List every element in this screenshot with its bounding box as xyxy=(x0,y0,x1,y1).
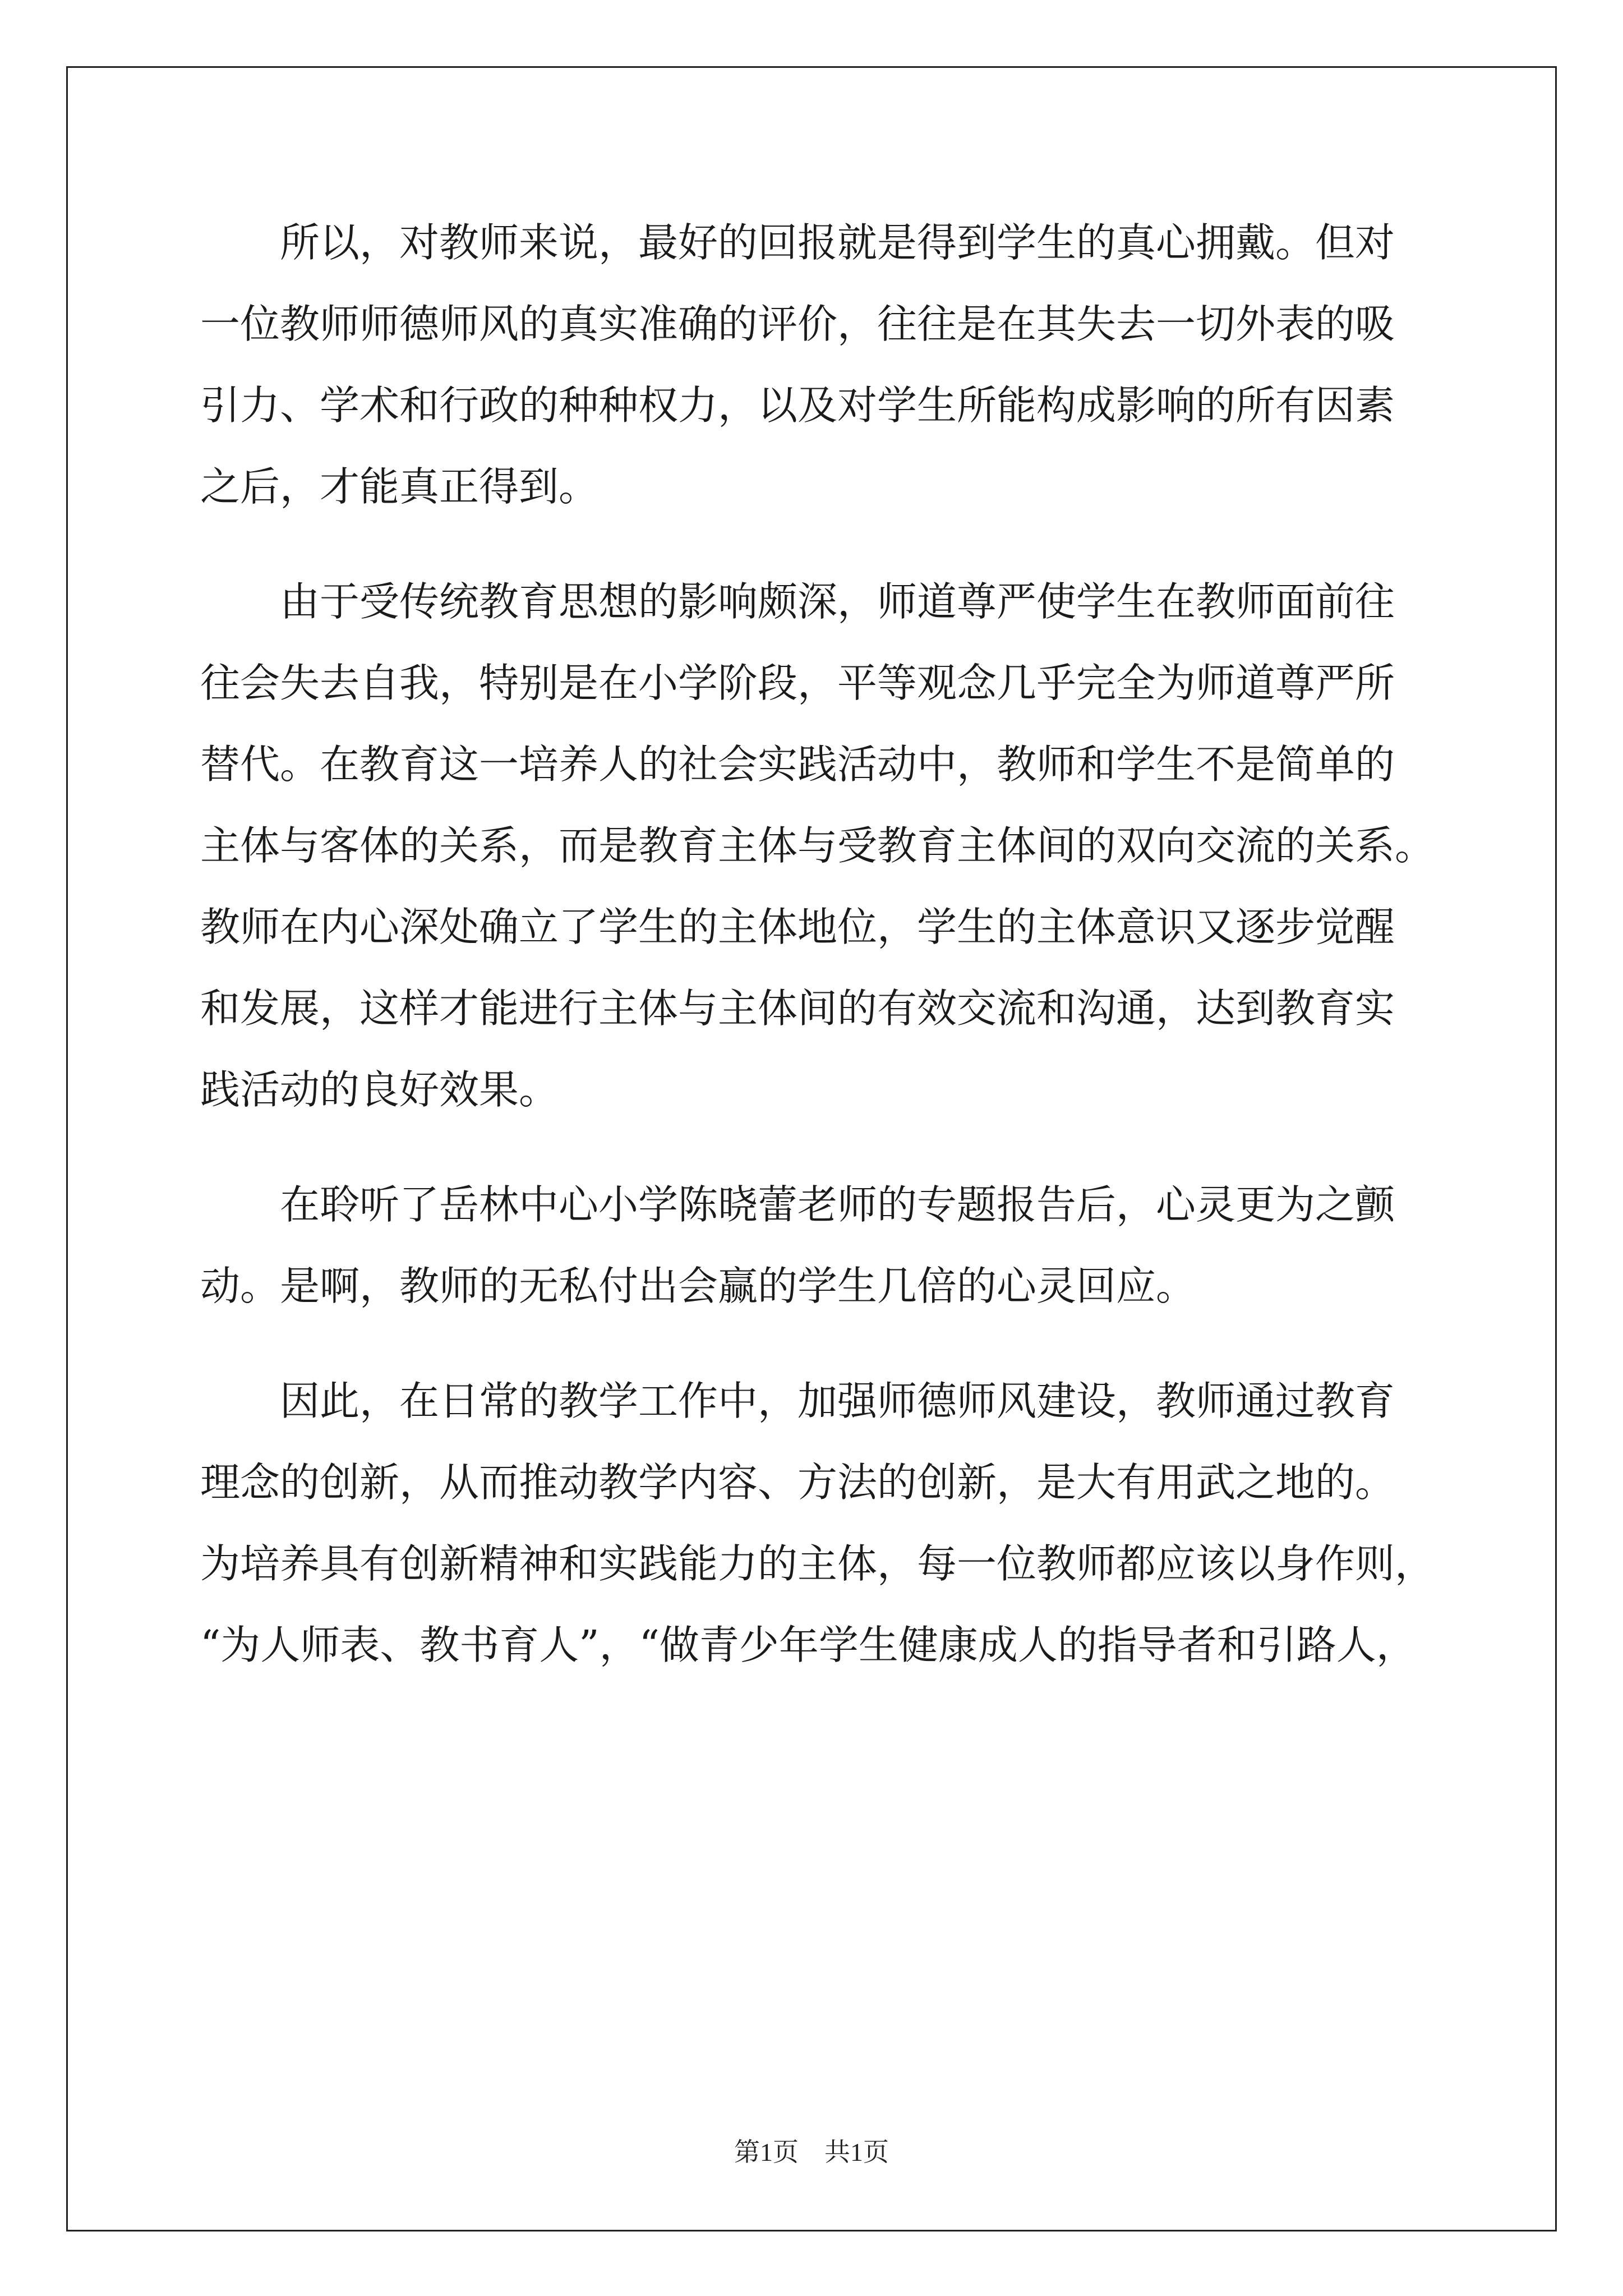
paragraph-2 xyxy=(200,561,1456,1130)
text-line: 由于受传统教育思想的影响颇深，师道尊严使学生在教师面前往 xyxy=(280,578,1395,625)
text-line: 往会失去自我，特别是在小学阶段，平等观念几乎完全为师道尊严所 xyxy=(200,660,1395,706)
text-line: 动。是啊，教师的无私付出会赢的学生几倍的心灵回应。 xyxy=(200,1263,1196,1309)
text-line: “为人师表、教书育人”，“做青少年学生健康成人的指导者和引路人， xyxy=(200,1622,1416,1668)
text-line: 在聆听了岳林中心小学陈晓蕾老师的专题报告后，心灵更为之颤 xyxy=(280,1181,1395,1228)
paragraph-1 xyxy=(200,202,1456,527)
text-line: 所以，对教师来说，最好的回报就是得到学生的真心拥戴。但对 xyxy=(280,219,1395,266)
page-footer xyxy=(0,2132,1623,2169)
paragraph-4 xyxy=(200,1360,1456,1686)
text-line: 替代。在教育这一培养人的社会实践活动中，教师和学生不是简单的 xyxy=(200,741,1395,788)
text-line: 引力、学术和行政的种种权力，以及对学生所能构成影响的所有因素 xyxy=(200,382,1395,429)
page-number-label: 第1页 共1页 xyxy=(734,2138,889,2166)
text-line: 一位教师师德师风的真实准确的评价，往往是在其失去一切外表的吸 xyxy=(200,301,1395,347)
text-line: 主体与客体的关系，而是教育主体与受教育主体间的双向交流的关系。 xyxy=(200,822,1435,869)
text-line: 因此，在日常的教学工作中，加强师德师风建设，教师通过教育 xyxy=(280,1378,1395,1424)
text-line: 理念的创新，从而推动教学内容、方法的创新，是大有用武之地的。 xyxy=(200,1459,1395,1506)
text-line: 为培养具有创新精神和实践能力的主体，每一位教师都应该以身作则， xyxy=(200,1540,1435,1587)
text-line: 之后，才能真正得到。 xyxy=(200,463,599,510)
text-line: 和发展，这样才能进行主体与主体间的有效交流和沟通，达到教育实 xyxy=(200,985,1395,1032)
text-line: 教师在内心深处确立了学生的主体地位，学生的主体意识又逐步觉醒 xyxy=(200,904,1395,950)
paragraph-3 xyxy=(200,1164,1456,1327)
text-line: 践活动的良好效果。 xyxy=(200,1066,559,1113)
document-body xyxy=(200,202,1456,1719)
